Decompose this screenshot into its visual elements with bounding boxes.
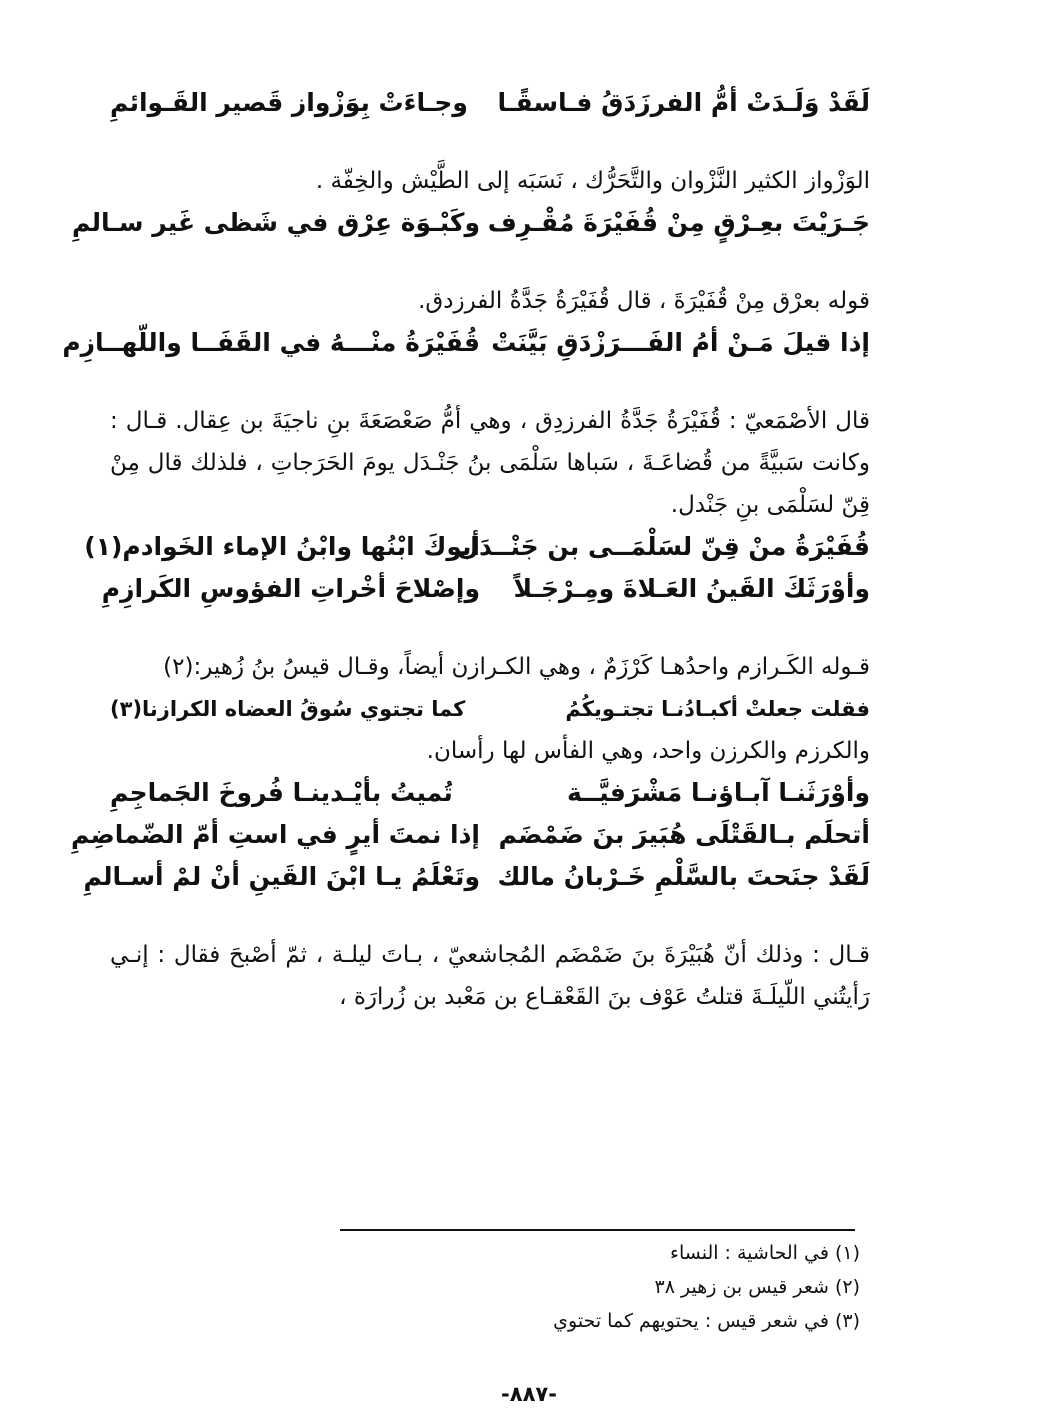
verse-hemistich-second: إذا نمتَ أيرٍ في استِ أمّ الضّماضِمِ (71, 820, 480, 849)
verse-line (110, 82, 870, 124)
footnote-item: (١) في الحاشية : النساء (670, 1242, 860, 1264)
verse-line (84, 526, 870, 568)
verse-hemistich-second: وإصْلاحَ أخْراتِ الفؤوسِ الكَرازِمِ (101, 574, 480, 603)
verse-hemistich-first: إذا قيلَ مَـنْ أمُ الفَـــرَزْدَقِ بَيَّنَتْ (491, 328, 870, 357)
verse-line (101, 568, 870, 610)
verse-hemistich-first: لَقَدْ وَلَـدَتْ أمُّ الفرزَدَقُ فـاسقًـا (497, 88, 870, 117)
verse-hemistich-first: وأوْرَثَكَ القَينُ العَـلاةَ ومِـرْجَـلاً (513, 574, 870, 603)
verse-hemistich-first: وأوْرَثَنـا آبـاؤنـا مَشْرَفيَّــة (566, 778, 870, 807)
verse-line (110, 688, 870, 730)
verse-hemistich-second: كما تجتوي سُوقُ العضاه الكرازنا(٣) (110, 697, 466, 721)
verse-hemistich-second: وكَبْـوَة عِرْق في شَظى غَير سـالمِ (72, 208, 480, 237)
footnote-item: (٢) شعر قيس بن زهير ٣٨ (654, 1276, 860, 1298)
verse-hemistich-second: وتَعْلَمُ يـا ابْنَ القَينِ أنْ لمْ أسـالمِ (83, 862, 480, 891)
verse-line (83, 856, 870, 898)
verse-hemistich-second: أبوكَ ابْنُها وابْنُ الإماء الخَوادم(١) (84, 532, 480, 561)
verse-hemistich-first: فقلت جعلتْ أكبـادُنـا تجتـويكُمُ (565, 697, 870, 721)
verse-line (110, 772, 870, 814)
footnote-item: (٣) في شعر قيس : يحتويهم كما تحتوي (553, 1310, 860, 1332)
commentary-paragraph: قال الأصْمَعيّ : قُفَيْرَةُ جَدَّةُ الفرزدِق ، وهي أمُّ صَعْصَعَةَ بنِ ناجيَةَ بن عِقال. قـال : وكانت سَبيَّةً من قُضاعَـةَ ، سَباها سَلْمَى بنُ جَنْـدَل يومَ الحَرَجاتِ ، فلذلك قال مِنْ قِنّ لسَلْمَى بنِ جَنْدل. (110, 408, 870, 518)
verse-line (71, 814, 870, 856)
commentary-paragraph: قـوله الكَـرازم واحدُهـا كَرْزَمٌ ، وهي الكـرازن أيضاً، وقـال قيسُ بنُ زُهير:(٢) (163, 654, 870, 680)
commentary-paragraph: الوَزْواز الكثير النَّزْوان والتَّحَرُّك ، نَسَبَه إلى الطَّيْش والخِفّة . (315, 168, 870, 194)
page-number: -٨٨٧- (501, 1382, 557, 1406)
commentary-paragraph: والكرزم والكرزن واحد، وهي الفأس لها رأسان. (426, 738, 870, 764)
footnote-divider (340, 1229, 855, 1231)
verse-hemistich-first: أتحلَم بـالقَتْلَى هُبَيرَ بنَ ضَمْضَم (498, 820, 870, 849)
verse-hemistich-first: قُفَيْرَةُ منْ قِنّ لسَلْمَــى بن جَنْــدَل (457, 532, 870, 561)
page-body (62, 82, 870, 1018)
verse-hemistich-first: لَقَدْ جنَحتَ بالسَّلْمِ خَـرْبانُ مالك (497, 862, 870, 891)
verse-hemistich-second: تُميتُ بأيْـدينـا فُروخَ الجَماجِمِ (110, 778, 453, 807)
commentary-paragraph: قوله بعرْق مِنْ قُفَيْرَةَ ، قال قُفَيْرَةُ جَدَّةُ الفرزدق. (418, 288, 870, 314)
verse-line (62, 322, 870, 364)
verse-hemistich-second: قُفَيْرَةُ منْـــهُ في القَفَــا واللّهــازِم (62, 328, 480, 357)
verse-hemistich-first: جَـرَيْتَ بعِـرْقٍ مِنْ قُفَيْرَةَ مُقْـرِف (487, 208, 870, 237)
commentary-paragraph: قـال : وذلك أنّ هُبَيْرَةَ بنَ ضَمْضَم المُجاشعيّ ، بـاتَ ليلـة ، ثمّ أصْبحَ فقال : إنـي رَأيتُني اللّيلَـةَ قتلتُ عَوْف بنَ القَعْقـاع بن مَعْبد بن زُرارَة ، (110, 942, 870, 1010)
verse-hemistich-second: وجـاءَتْ بِوَزْواز قَصير القَـوائمِ (110, 88, 468, 117)
footnotes (420, 1236, 860, 1338)
verse-line (72, 202, 870, 244)
